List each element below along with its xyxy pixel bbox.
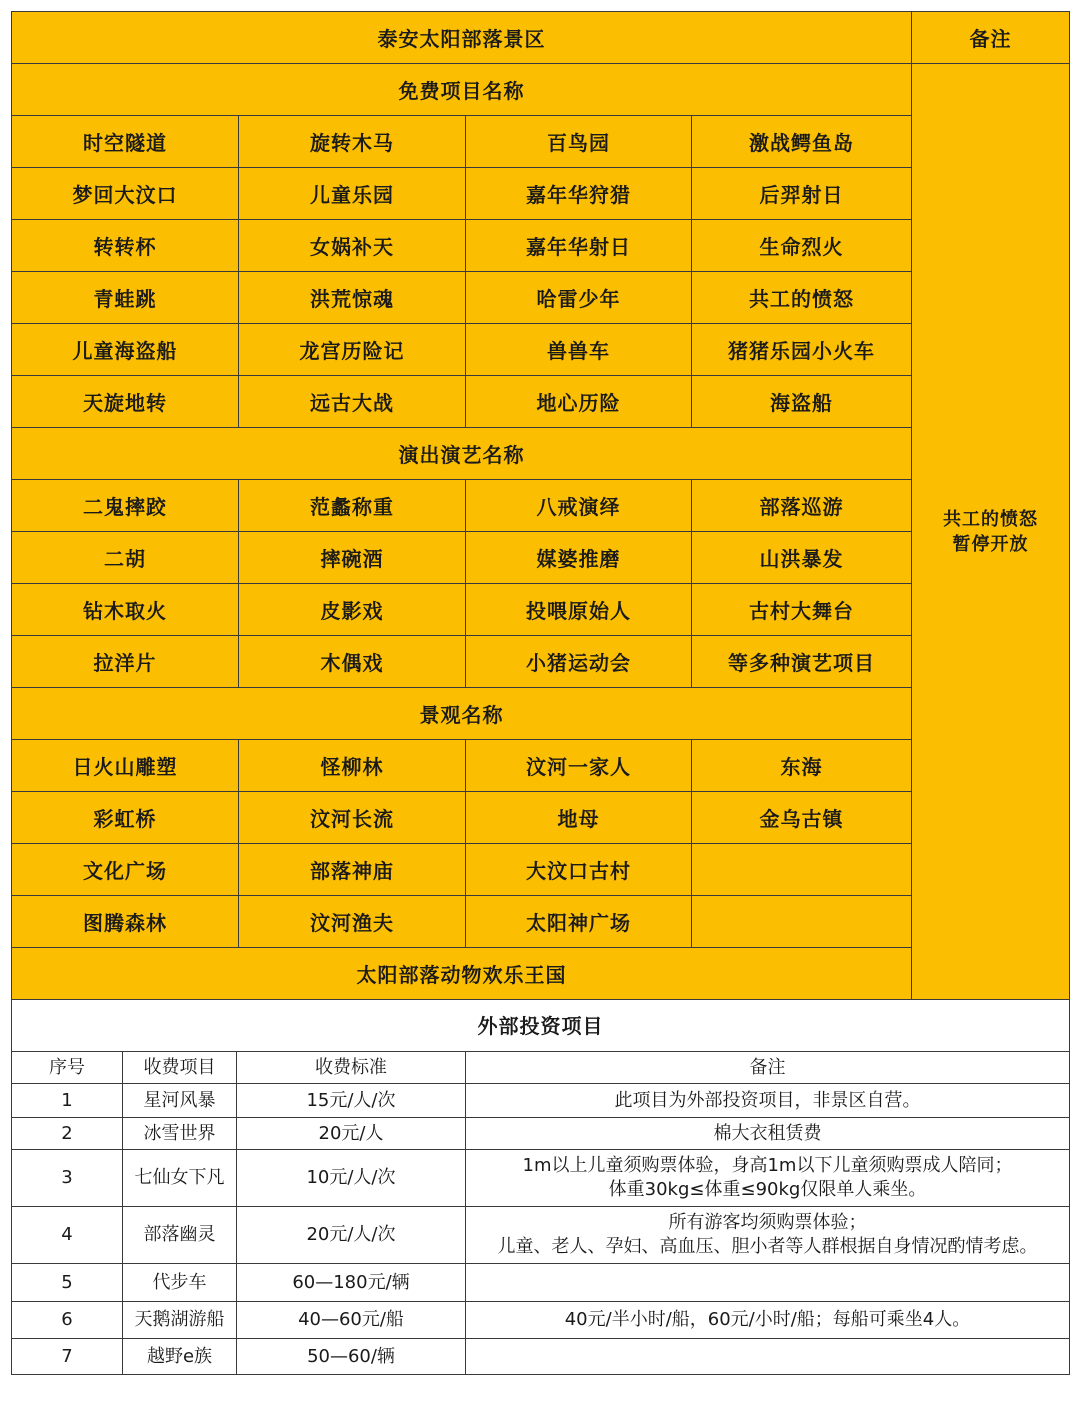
table-cell: 女娲补天 [239, 220, 466, 272]
note-line: 1m以上儿童须购票体验，身高1m以下儿童须购票成人陪同； [522, 1155, 1013, 1176]
table-cell: 旋转木马 [239, 116, 466, 168]
row-note [466, 1339, 1070, 1375]
table-cell: 部落巡游 [692, 480, 912, 532]
remark-cell [912, 64, 1070, 1000]
table-cell: 后羿射日 [692, 168, 912, 220]
row-price: 15元/人/次 [237, 1084, 466, 1118]
row-item: 代步车 [123, 1264, 237, 1302]
table-cell: 拉洋片 [12, 636, 239, 688]
section-title-zoo: 太阳部落动物欢乐王国 [12, 948, 912, 1000]
column-header: 备注 [466, 1052, 1070, 1084]
table-row [12, 116, 1070, 168]
table-cell: 天旋地转 [12, 376, 239, 428]
row-number: 1 [12, 1084, 123, 1118]
section-title-shows: 演出演艺名称 [12, 428, 912, 480]
row-price: 20元/人/次 [237, 1207, 466, 1264]
row-price: 40—60元/船 [237, 1302, 466, 1339]
table-cell: 洪荒惊魂 [239, 272, 466, 324]
table-row [12, 1207, 1070, 1264]
table-row [12, 1264, 1070, 1302]
external-title: 外部投资项目 [12, 1000, 1070, 1052]
table-cell: 地母 [466, 792, 692, 844]
external-investment-table [11, 1000, 1070, 1375]
table-cell: 时空隧道 [12, 116, 239, 168]
table-cell: 山洪暴发 [692, 532, 912, 584]
table-cell: 生命烈火 [692, 220, 912, 272]
table-row [12, 220, 1070, 272]
table-cell: 嘉年华狩猎 [466, 168, 692, 220]
table-row [12, 480, 1070, 532]
note-line: 儿童、老人、孕妇、高血压、胆小者等人群根据自身情况酌情考虑。 [497, 1236, 1038, 1257]
note-line: 所有游客均须购票体验； [668, 1212, 867, 1233]
table-cell: 媒婆推磨 [466, 532, 692, 584]
section-title-scenery: 景观名称 [12, 688, 912, 740]
table-cell: 汶河长流 [239, 792, 466, 844]
table-cell: 共工的愤怒 [692, 272, 912, 324]
document [11, 11, 1069, 1375]
table-cell [692, 896, 912, 948]
row-price: 20元/人 [237, 1118, 466, 1150]
table-row [12, 532, 1070, 584]
table-row [12, 1339, 1070, 1375]
table-row [12, 1150, 1070, 1207]
column-header: 收费项目 [123, 1052, 237, 1084]
table-row [12, 324, 1070, 376]
table-cell: 文化广场 [12, 844, 239, 896]
table-cell: 彩虹桥 [12, 792, 239, 844]
row-price: 50—60/辆 [237, 1339, 466, 1375]
remark-line: 共工的愤怒 [943, 508, 1038, 530]
table-row [12, 1302, 1070, 1339]
table-cell: 金乌古镇 [692, 792, 912, 844]
table-row [12, 792, 1070, 844]
table-cell: 摔碗酒 [239, 532, 466, 584]
row-item: 天鹅湖游船 [123, 1302, 237, 1339]
table-cell: 百鸟园 [466, 116, 692, 168]
table-cell: 海盗船 [692, 376, 912, 428]
table-row [12, 636, 1070, 688]
remark-header: 备注 [912, 12, 1070, 64]
row-item: 部落幽灵 [123, 1207, 237, 1264]
table-cell: 部落神庙 [239, 844, 466, 896]
table-cell: 皮影戏 [239, 584, 466, 636]
table-cell: 东海 [692, 740, 912, 792]
remark-line: 暂停开放 [952, 533, 1029, 555]
row-price: 10元/人/次 [237, 1150, 466, 1207]
column-header: 序号 [12, 1052, 123, 1084]
note-line: 体重30kg≤体重≤90kg仅限单人乘坐。 [608, 1179, 927, 1200]
table-row [12, 1084, 1070, 1118]
table-cell: 大汶口古村 [466, 844, 692, 896]
row-item: 七仙女下凡 [123, 1150, 237, 1207]
row-note [466, 1264, 1070, 1302]
table-cell: 远古大战 [239, 376, 466, 428]
table-row [12, 896, 1070, 948]
table-row [12, 272, 1070, 324]
table-cell: 儿童乐园 [239, 168, 466, 220]
note-line: 此项目为外部投资项目，非景区自营。 [614, 1089, 921, 1111]
table-cell: 二鬼摔跤 [12, 480, 239, 532]
row-price: 60—180元/辆 [237, 1264, 466, 1302]
row-item: 星河风暴 [123, 1084, 237, 1118]
table-cell: 太阳神广场 [466, 896, 692, 948]
table-row [12, 168, 1070, 220]
note-line: 40元/半小时/船，60元/小时/船；每船可乘坐4人。 [564, 1309, 971, 1330]
row-number: 3 [12, 1150, 123, 1207]
table-cell: 小猪运动会 [466, 636, 692, 688]
table-cell: 转转杯 [12, 220, 239, 272]
row-number: 6 [12, 1302, 123, 1339]
table-cell: 儿童海盗船 [12, 324, 239, 376]
table-row [12, 584, 1070, 636]
row-note [466, 1084, 1070, 1118]
row-number: 4 [12, 1207, 123, 1264]
row-note [466, 1302, 1070, 1339]
table-cell: 古村大舞台 [692, 584, 912, 636]
table-cell: 日火山雕塑 [12, 740, 239, 792]
table-cell: 猪猪乐园小火车 [692, 324, 912, 376]
table-cell: 钻木取火 [12, 584, 239, 636]
table-cell [692, 844, 912, 896]
row-note [466, 1207, 1070, 1264]
table-cell: 范蠡称重 [239, 480, 466, 532]
table-cell: 哈雷少年 [466, 272, 692, 324]
table-row [12, 376, 1070, 428]
table-cell: 青蛙跳 [12, 272, 239, 324]
table-row [12, 844, 1070, 896]
table-row [12, 740, 1070, 792]
row-number: 5 [12, 1264, 123, 1302]
column-header: 收费标准 [237, 1052, 466, 1084]
table-cell: 汶河一家人 [466, 740, 692, 792]
table-cell: 二胡 [12, 532, 239, 584]
table-cell: 等多种演艺项目 [692, 636, 912, 688]
row-item: 冰雪世界 [123, 1118, 237, 1150]
row-note [466, 1150, 1070, 1207]
section-title-free: 免费项目名称 [12, 64, 912, 116]
table-cell: 投喂原始人 [466, 584, 692, 636]
row-number: 2 [12, 1118, 123, 1150]
table-row [12, 1118, 1070, 1150]
table-cell: 怪柳林 [239, 740, 466, 792]
row-number: 7 [12, 1339, 123, 1375]
table-cell: 兽兽车 [466, 324, 692, 376]
table-header-row [12, 1052, 1070, 1084]
table-cell: 汶河渔夫 [239, 896, 466, 948]
note-line: 棉大衣租赁费 [713, 1122, 822, 1144]
table-cell: 梦回大汶口 [12, 168, 239, 220]
table-cell: 龙宫历险记 [239, 324, 466, 376]
table-cell: 地心历险 [466, 376, 692, 428]
table-title: 泰安太阳部落景区 [12, 12, 912, 64]
table-cell: 嘉年华射日 [466, 220, 692, 272]
row-note [466, 1118, 1070, 1150]
table-cell: 木偶戏 [239, 636, 466, 688]
table-cell: 八戒演绎 [466, 480, 692, 532]
row-item: 越野e族 [123, 1339, 237, 1375]
scenic-area-table [11, 11, 1070, 1000]
table-cell: 激战鳄鱼岛 [692, 116, 912, 168]
table-cell: 图腾森林 [12, 896, 239, 948]
